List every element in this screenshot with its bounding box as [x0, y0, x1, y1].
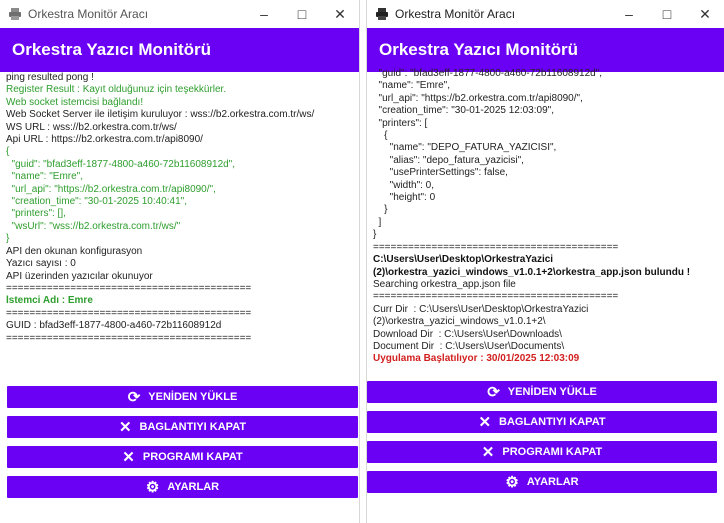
- log-line: "height": 0: [373, 192, 436, 204]
- log-line: "guid": "bfad3eff-1877-4800-a460-72b11608912d",: [6, 158, 236, 170]
- log-line: Web Socket Server ile iletişim kuruluyor : wss://b2.orkestra.com.tr/ws/: [6, 109, 315, 121]
- refresh-icon: ⟳: [487, 383, 500, 401]
- log-line: Uygulama Başlatılıyor : 30/01/2025 12:03:09: [373, 353, 580, 365]
- x-icon: ✕: [481, 443, 495, 461]
- log-line: API den okunan konfigurasyon: [6, 245, 143, 257]
- log-line: "usePrinterSettings": false,: [373, 167, 508, 179]
- log-line: ]: [373, 216, 382, 228]
- title-bar[interactable]: [367, 0, 724, 28]
- log-line: "guid": "bfad3eff-1877-4800-a460-72b11608912d",: [373, 68, 603, 79]
- log-line: "name": "DEPO_FATURA_YAZICISI",: [373, 142, 557, 154]
- log-line: "creation_time": "30-01-2025 12:03:09",: [373, 105, 554, 117]
- log-line: ==========================================: [6, 282, 252, 294]
- page-title: Orkestra Yazıcı Monitörü: [367, 28, 724, 72]
- close-icon[interactable]: ✕: [334, 5, 346, 22]
- log-line: "width": 0,: [373, 179, 435, 191]
- settings-button-label: AYARLAR: [167, 481, 220, 493]
- log-line: API üzerinden yazıcılar okunuyor: [6, 270, 153, 282]
- minimize-icon[interactable]: –: [625, 6, 633, 22]
- close-connection-button-label: BAGLANTIYI KAPAT: [139, 421, 247, 433]
- log-line: C:\Users\User\Desktop\OrkestraYazici: [373, 254, 554, 266]
- reload-button[interactable]: [7, 386, 358, 408]
- refresh-icon: ⟳: [127, 388, 141, 406]
- log-line: "url_api": "https://b2.orkestra.com.tr/api8090/",: [373, 92, 583, 104]
- x-icon: ✕: [478, 413, 492, 431]
- log-line: "url_api": "https://b2.orkestra.com.tr/api8090/",: [6, 183, 216, 195]
- log-line: "alias": "depo_fatura_yazicisi",: [373, 154, 524, 166]
- minimize-icon[interactable]: –: [260, 6, 268, 22]
- log-line: "printers": [: [373, 117, 428, 129]
- app-icon: [375, 7, 389, 21]
- log-line: Curr Dir : C:\Users\User\Desktop\OrkestraYazici: [373, 303, 589, 315]
- log-line: Web socket istemcisi bağlandı!: [6, 96, 144, 108]
- gear-icon: ⚙: [145, 478, 160, 496]
- gear-icon: ⚙: [505, 473, 519, 491]
- log-line: "name": "Emre",: [6, 171, 83, 183]
- settings-button[interactable]: [367, 471, 717, 493]
- close-program-button[interactable]: [367, 441, 717, 463]
- window-title: Orkestra Monitör Aracı: [28, 7, 149, 21]
- log-line: {: [6, 146, 10, 158]
- log-line: }: [6, 233, 10, 245]
- log-line: {: [373, 130, 388, 142]
- log-output[interactable]: [0, 72, 359, 384]
- log-line: (2)\orkestra_yazici_windows_v1.0.1+2\: [373, 316, 546, 328]
- x-icon: ✕: [122, 448, 135, 466]
- log-line: }: [373, 229, 377, 241]
- settings-button-label: AYARLAR: [526, 476, 579, 488]
- close-connection-button[interactable]: [7, 416, 358, 438]
- right-window: [366, 0, 724, 523]
- title-bar[interactable]: [0, 0, 359, 28]
- log-line: Download Dir : C:\Users\User\Downloads\: [373, 328, 562, 340]
- log-line: "printers": [],: [6, 208, 66, 220]
- window-title: Orkestra Monitör Aracı: [395, 7, 516, 21]
- close-connection-button-label: BAGLANTIYI KAPAT: [499, 416, 606, 428]
- page-title: Orkestra Yazıcı Monitörü: [0, 28, 359, 72]
- log-line: "wsUrl": "wss://b2.orkestra.com.tr/ws/": [6, 220, 181, 232]
- log-line: "creation_time": "30-01-2025 10:40:41",: [6, 196, 187, 208]
- close-program-button-label: PROGRAMI KAPAT: [142, 451, 243, 463]
- maximize-icon[interactable]: □: [297, 6, 307, 22]
- log-output[interactable]: [367, 68, 724, 374]
- log-line: Document Dir : C:\Users\User\Documents\: [373, 340, 565, 352]
- close-program-button[interactable]: [7, 446, 358, 468]
- settings-button[interactable]: [7, 476, 358, 498]
- log-line: ==========================================: [6, 332, 252, 344]
- log-line: ping resulted pong !: [6, 72, 94, 83]
- close-program-button-label: PROGRAMI KAPAT: [502, 446, 603, 458]
- log-line: Register Result : Kayıt olduğunuz için teşekkürler.: [6, 84, 227, 96]
- log-line: }: [373, 204, 388, 216]
- left-window: [0, 0, 360, 523]
- log-line: GUID : bfad3eff-1877-4800-a460-72b11608912d: [6, 320, 222, 332]
- log-line: Api URL : https://b2.orkestra.com.tr/api8090/: [6, 134, 203, 146]
- log-line: İstemci Adı : Emre: [6, 295, 93, 307]
- close-icon[interactable]: ✕: [699, 5, 711, 22]
- close-connection-button[interactable]: [367, 411, 717, 433]
- x-icon: ✕: [118, 418, 132, 436]
- reload-button-label: YENİDEN YÜKLE: [148, 391, 238, 403]
- maximize-icon[interactable]: □: [662, 6, 672, 22]
- log-line: ==========================================: [373, 291, 619, 303]
- app-icon: [8, 7, 22, 21]
- log-line: (2)\orkestra_yazici_windows_v1.0.1+2\orkestra_app.json bulundu !: [373, 266, 691, 278]
- reload-button-label: YENİDEN YÜKLE: [507, 386, 597, 398]
- log-line: Yazıcı sayısı : 0: [6, 258, 76, 270]
- log-line: Searching orkestra_app.json file: [373, 278, 516, 290]
- log-line: ==========================================: [373, 241, 619, 253]
- log-line: ==========================================: [6, 307, 252, 319]
- log-line: "name": "Emre",: [373, 80, 450, 92]
- log-line: WS URL : wss://b2.orkestra.com.tr/ws/: [6, 121, 177, 133]
- reload-button[interactable]: [367, 381, 717, 403]
